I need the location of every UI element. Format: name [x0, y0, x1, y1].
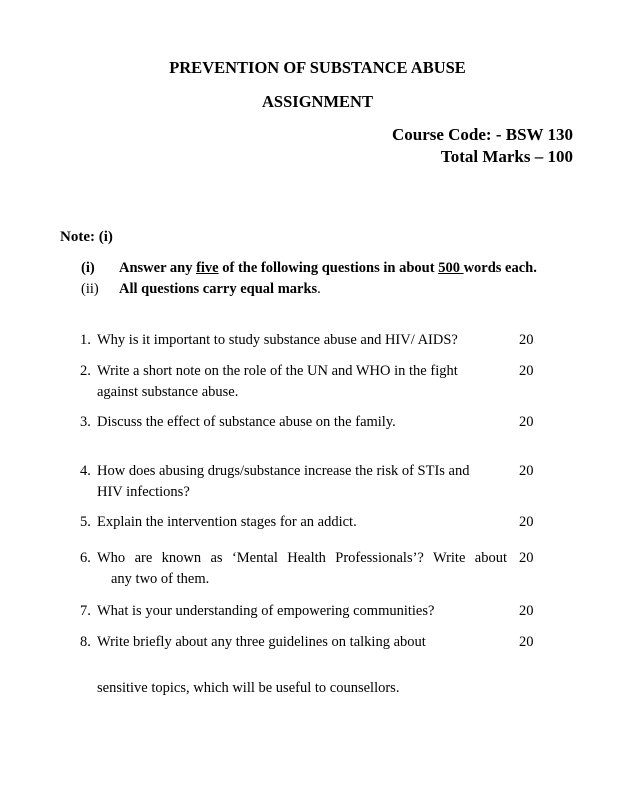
- question-line: HIV infections?: [97, 484, 190, 500]
- question-number: 4.: [80, 463, 91, 479]
- document-subtitle: ASSIGNMENT: [262, 92, 373, 111]
- instruction-number: (i): [81, 260, 95, 276]
- note-label: Note: (i): [60, 229, 113, 245]
- document-title: PREVENTION OF SUBSTANCE ABUSE: [169, 58, 466, 77]
- question-marks: 20: [519, 363, 534, 379]
- question-line: Discuss the effect of substance abuse on the family.: [97, 414, 396, 430]
- question-text: [97, 601, 507, 622]
- total-marks: Total Marks – 100: [440, 147, 573, 166]
- course-code: Course Code: - BSW 130: [391, 125, 573, 144]
- question-marks: 20: [519, 463, 534, 479]
- question-line: against substance abuse.: [97, 384, 239, 400]
- question-marks: 20: [519, 634, 534, 650]
- question-number: 7.: [80, 603, 91, 619]
- question-continuation: sensitive topics, which will be useful to counsellors.: [97, 680, 400, 696]
- question-text: [97, 412, 507, 433]
- question-marks: 20: [519, 414, 534, 430]
- instruction-text-part: words each.: [463, 260, 537, 276]
- instruction-text-part: All questions carry equal marks: [119, 281, 318, 297]
- question-text: [97, 548, 507, 590]
- instruction-text-part: of the following questions in about: [218, 260, 439, 276]
- question-marks: 20: [519, 550, 534, 566]
- question-text: [97, 632, 507, 653]
- question-number: 5.: [80, 514, 91, 530]
- question-number: 6.: [80, 550, 91, 566]
- question-number: 1.: [80, 332, 91, 348]
- question-number: 2.: [80, 363, 91, 379]
- question-text: [97, 361, 507, 403]
- question-marks: 20: [519, 603, 534, 619]
- instruction-text: [119, 260, 537, 277]
- question-line: Write briefly about any three guidelines on talking about: [97, 634, 426, 650]
- question-line: Explain the intervention stages for an addict.: [97, 514, 357, 530]
- question-line: What is your understanding of empowering communities?: [97, 603, 435, 619]
- question-number: 8.: [80, 634, 91, 650]
- question-marks: 20: [519, 332, 534, 348]
- question-marks: 20: [519, 514, 534, 530]
- question-number: 3.: [80, 414, 91, 430]
- question-line: any two of them.: [111, 571, 210, 587]
- question-line: How does abusing drugs/substance increase the risk of STIs and: [97, 463, 470, 479]
- question-text: [97, 330, 507, 351]
- question-line: Write a short note on the role of the UN and WHO in the fight: [97, 363, 458, 379]
- question-text: [97, 512, 507, 533]
- question-line: Who are known as ‘Mental Health Professionals’? Write about: [97, 550, 507, 566]
- instruction-text-part: Answer any: [119, 260, 197, 276]
- instruction-text: [119, 281, 321, 298]
- question-line: Why is it important to study substance abuse and HIV/ AIDS?: [97, 332, 458, 348]
- instruction-emphasis: 500: [438, 260, 464, 276]
- question-text: [97, 461, 507, 503]
- instruction-text-part: .: [317, 281, 321, 297]
- instruction-emphasis: five: [196, 260, 219, 276]
- instruction-number: (ii): [81, 281, 99, 297]
